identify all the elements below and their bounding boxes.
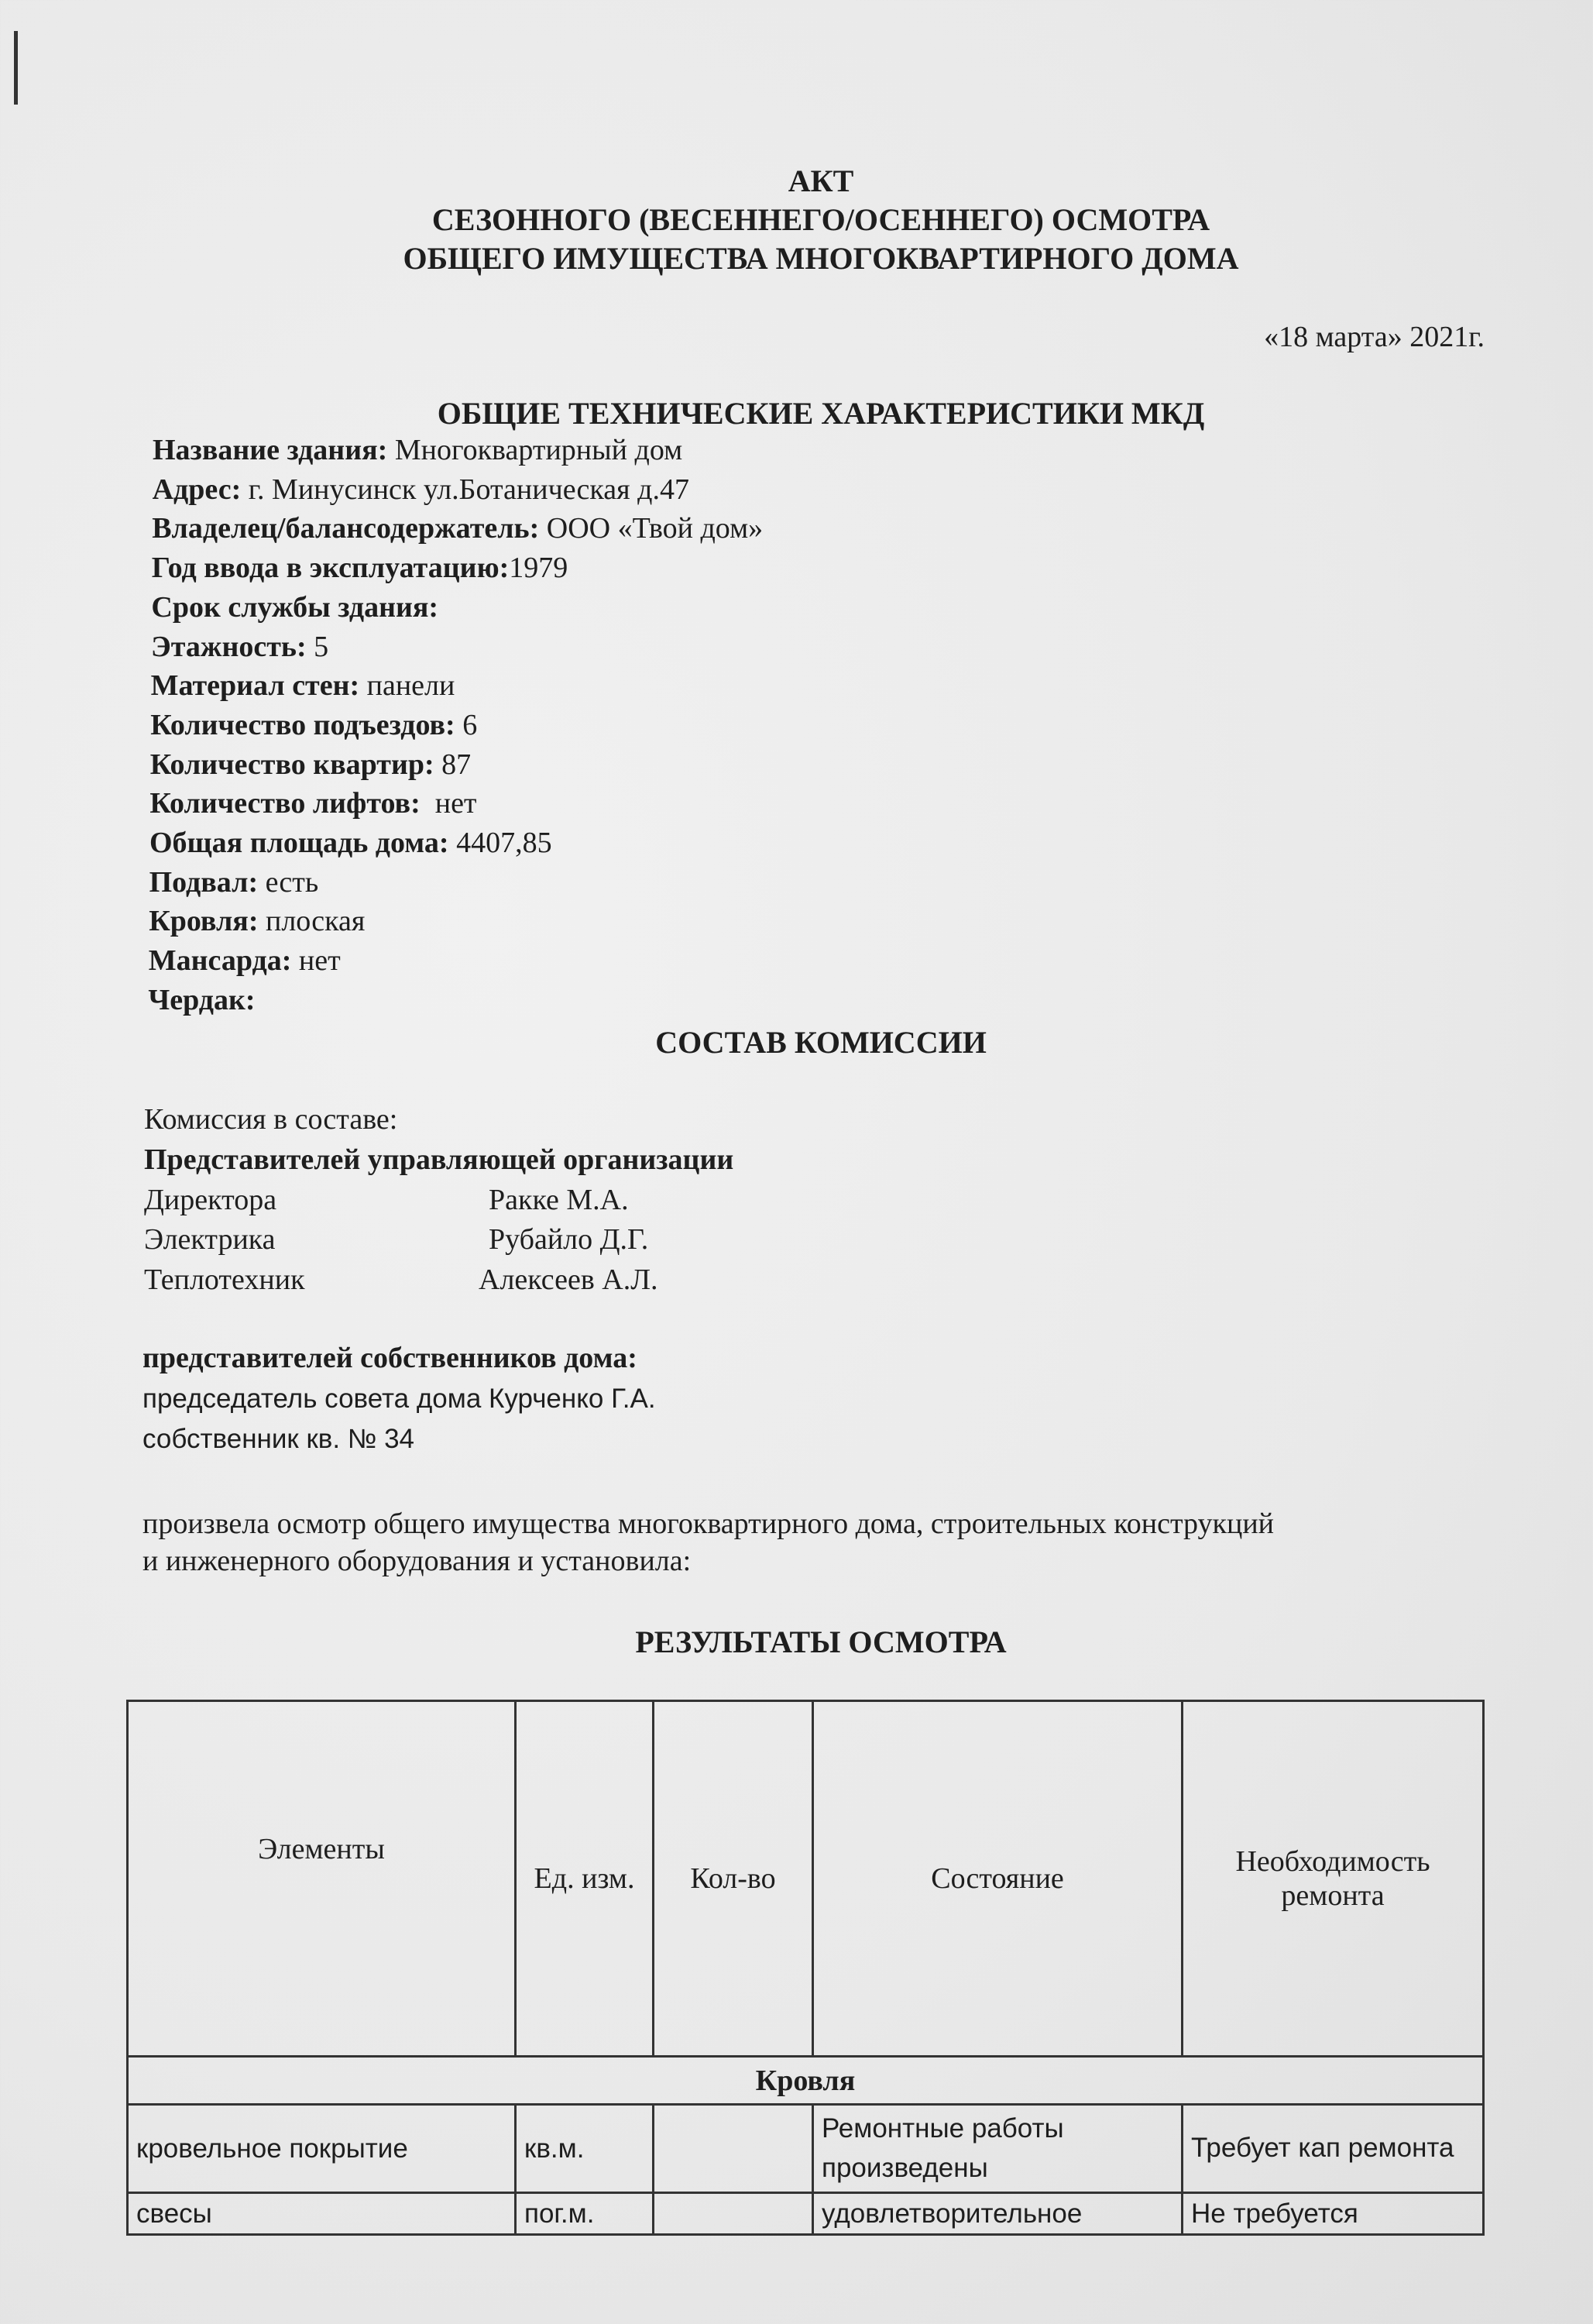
spec-field <box>153 475 689 504</box>
member-role: Теплотехник <box>144 1263 305 1296</box>
member-name: Рубайло Д.Г. <box>489 1223 649 1256</box>
spec-value: г. Минусинск ул.Ботаническая д.47 <box>241 473 689 506</box>
spec-value: нет <box>420 787 477 820</box>
col-state: Состояние <box>813 1701 1183 2057</box>
spec-field <box>152 553 568 583</box>
spec-field <box>148 944 341 978</box>
spec-field <box>152 514 763 543</box>
spec-field <box>149 865 319 899</box>
doc-date: «18 марта» 2021г. <box>1264 321 1485 353</box>
spec-label: Адрес: <box>152 473 242 506</box>
spec-field <box>149 906 365 936</box>
doc-subtitle-2: ОБЩЕГО ИМУЩЕСТВА МНОГОКВАРТИРНОГО ДОМА <box>403 241 1239 276</box>
cell-element: свесы <box>128 2193 516 2235</box>
spec-label: Материал стен: <box>150 669 360 703</box>
spec-label: Общая площадь дома: <box>149 827 449 859</box>
spec-value: есть <box>258 865 319 899</box>
org-heading: Представителей управляющей организации <box>144 1143 734 1176</box>
spec-field <box>149 789 476 818</box>
spec-label: Этажность: <box>151 630 307 663</box>
spec-label: Количество квартир: <box>149 748 434 781</box>
owners-heading: представителей собственников дома: <box>142 1342 637 1374</box>
spec-field <box>150 669 455 703</box>
cell-state: удовлетворительное <box>813 2193 1183 2235</box>
spec-value: 6 <box>455 708 478 741</box>
scan-mark <box>14 31 18 105</box>
cell-state: Ремонтные работы произведены <box>813 2105 1183 2193</box>
col-qty: Кол-во <box>654 1701 813 2057</box>
cell-repair: Не требуется <box>1183 2193 1484 2235</box>
spec-label: Год ввода в эксплуатацию: <box>151 552 510 585</box>
statement-line-1: произвела осмотр общего имущества многоквартирного дома, строительных конструкций <box>142 1508 1275 1540</box>
member-name: Алексеев А.Л. <box>479 1263 658 1296</box>
spec-value: 5 <box>306 630 329 663</box>
col-elements: Элементы <box>128 1701 516 2057</box>
spec-label: Кровля: <box>149 905 259 938</box>
spec-value: 1979 <box>509 552 568 585</box>
spec-field <box>151 590 439 624</box>
cell-unit: пог.м. <box>516 2193 654 2235</box>
statement-line-2: и инженерного оборудования и установила: <box>142 1545 692 1577</box>
table-header-row <box>128 1701 1484 2057</box>
cell-repair: Требует кап ремонта <box>1183 2105 1484 2193</box>
table-row <box>128 2105 1484 2193</box>
commission-heading: СОСТАВ КОМИССИИ <box>655 1025 987 1060</box>
spec-label: Количество подъездов: <box>150 708 455 741</box>
spec-label: Владелец/балансодержатель: <box>152 512 540 545</box>
cell-element: кровельное покрытие <box>128 2105 516 2193</box>
spec-value: 4407,85 <box>448 827 552 859</box>
doc-subtitle-1: СЕЗОННОГО (ВЕСЕННЕГО/ОСЕННЕГО) ОСМОТРА <box>431 202 1210 237</box>
col-unit: Ед. изм. <box>516 1701 654 2057</box>
col-repair: Необходимость ремонта <box>1183 1701 1484 2057</box>
spec-field <box>153 435 682 465</box>
spec-value: плоская <box>258 905 366 938</box>
spec-field <box>150 750 471 779</box>
spec-value: нет <box>291 944 341 978</box>
spec-field <box>148 985 255 1015</box>
doc-title: АКТ <box>788 163 854 198</box>
spec-label: Количество лифтов: <box>149 787 421 820</box>
member-name: Ракке М.А. <box>489 1184 629 1216</box>
spec-label: Чердак: <box>148 983 256 1016</box>
spec-value: панели <box>359 669 455 703</box>
cell-unit: кв.м. <box>516 2105 654 2193</box>
member-role: Директора <box>144 1184 277 1216</box>
spec-value: 87 <box>434 748 472 781</box>
spec-label: Подвал: <box>149 865 259 899</box>
results-table <box>126 1700 1485 2236</box>
spec-label: Срок службы здания: <box>151 590 439 624</box>
table-row <box>128 2193 1484 2235</box>
spec-label: Название здания: <box>153 434 388 466</box>
cell-qty <box>654 2193 813 2235</box>
section-row: Кровля <box>128 2057 1484 2105</box>
member-role: Электрика <box>144 1223 276 1256</box>
results-heading: РЕЗУЛЬТАТЫ ОСМОТРА <box>635 1624 1007 1659</box>
spec-field <box>149 828 552 858</box>
spec-value: Многоквартирный дом <box>387 434 683 466</box>
cell-qty <box>654 2105 813 2193</box>
spec-field <box>151 632 328 662</box>
apartment-owner: собственник кв. № 34 <box>142 1424 415 1454</box>
specs-heading: ОБЩИЕ ТЕХНИЧЕСКИЕ ХАРАКТЕРИСТИКИ МКД <box>437 396 1205 431</box>
commission-intro: Комиссия в составе: <box>144 1103 398 1136</box>
council-chair: председатель совета дома Курченко Г.А. <box>142 1384 656 1414</box>
spec-field <box>150 710 477 740</box>
spec-label: Мансарда: <box>148 944 292 978</box>
spec-value: ООО «Твой дом» <box>539 512 764 545</box>
